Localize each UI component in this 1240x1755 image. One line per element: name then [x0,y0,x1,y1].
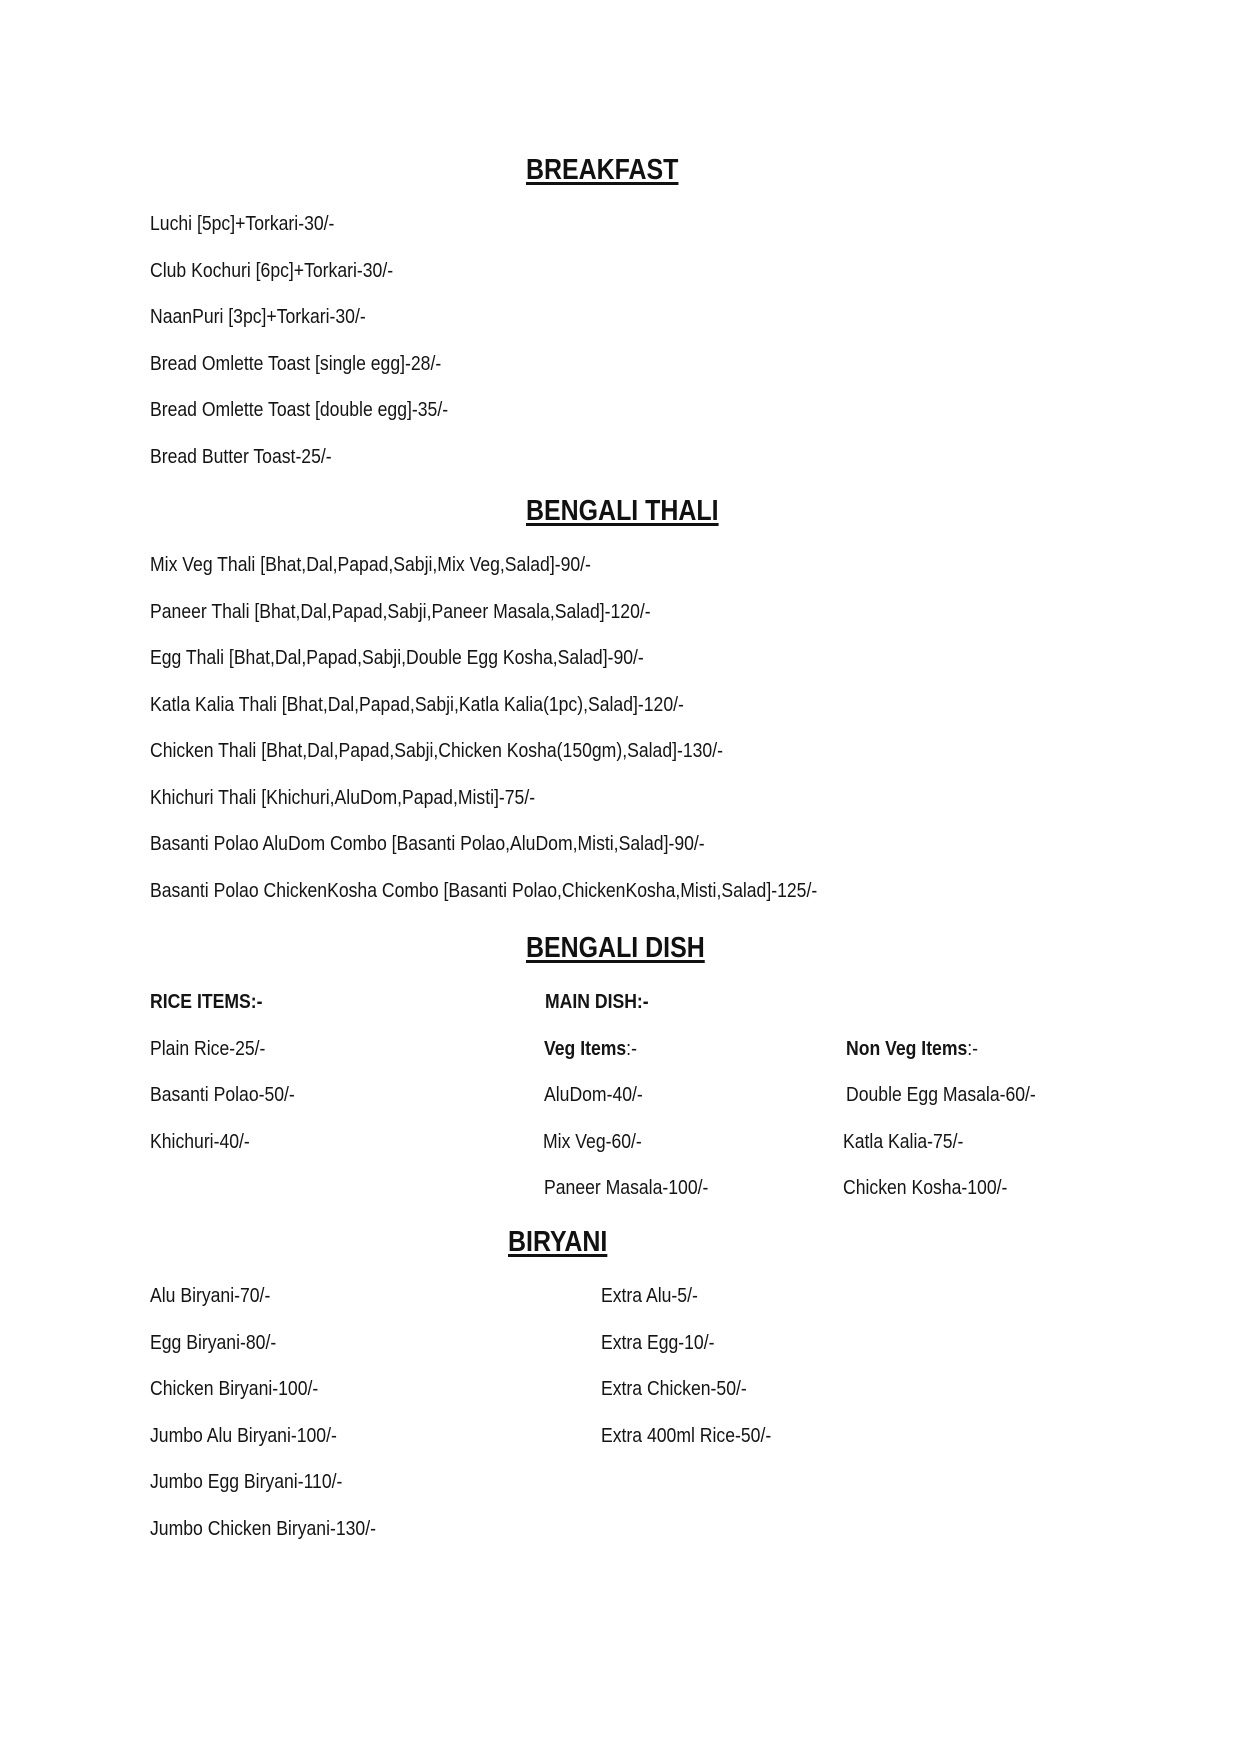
menu-item: AluDom-40/- [544,1084,643,1106]
menu-item: Extra 400ml Rice-50/- [601,1425,772,1447]
menu-item: Mix Veg-60/- [543,1131,642,1153]
menu-item: Khichuri Thali [Khichuri,AluDom,Papad,Misti]-75/- [150,787,536,809]
menu-item: Katla Kalia-75/- [843,1131,964,1153]
veg-items-label-suffix: :- [626,1038,637,1060]
menu-item: Paneer Thali [Bhat,Dal,Papad,Sabji,Paneer Masala,Salad]-120/- [150,601,651,623]
menu-item: Jumbo Egg Biryani-110/- [150,1471,343,1493]
section-title-biryani: BIRYANI [508,1226,608,1258]
section-title-breakfast: BREAKFAST [526,154,679,186]
menu-item: Bread Omlette Toast [single egg]-28/- [150,353,442,375]
menu-item: Basanti Polao ChickenKosha Combo [Basanti Polao,ChickenKosha,Misti,Salad]-125/- [150,880,818,902]
menu-item: Chicken Thali [Bhat,Dal,Papad,Sabji,Chicken Kosha(150gm),Salad]-130/- [150,740,723,762]
main-dish-label: MAIN DISH:- [545,991,649,1013]
menu-item: Katla Kalia Thali [Bhat,Dal,Papad,Sabji,Katla Kalia(1pc),Salad]-120/- [150,694,684,716]
menu-item: Extra Alu-5/- [601,1285,698,1307]
non-veg-items-label-suffix: :- [967,1038,979,1060]
veg-items-label-text: Veg Items [544,1038,627,1060]
menu-item: Extra Chicken-50/- [601,1378,747,1400]
non-veg-items-label-text: Non Veg Items [846,1038,968,1060]
menu-item: Egg Thali [Bhat,Dal,Papad,Sabji,Double Egg Kosha,Salad]-90/- [150,647,644,669]
non-veg-items-label [846,1037,978,1061]
menu-item: Mix Veg Thali [Bhat,Dal,Papad,Sabji,Mix Veg,Salad]-90/- [150,554,591,576]
menu-item: Chicken Biryani-100/- [150,1378,319,1400]
menu-item: Plain Rice-25/- [150,1038,266,1060]
menu-item: Bread Butter Toast-25/- [150,446,332,468]
section-title-bengali-dish: BENGALI DISH [526,932,705,964]
menu-item: NaanPuri [3pc]+Torkari-30/- [150,306,366,328]
menu-item: Khichuri-40/- [150,1131,250,1153]
menu-item: Luchi [5pc]+Torkari-30/- [150,213,335,235]
menu-item: Club Kochuri [6pc]+Torkari-30/- [150,260,394,282]
menu-item: Basanti Polao AluDom Combo [Basanti Polao,AluDom,Misti,Salad]-90/- [150,833,705,855]
menu-item: Double Egg Masala-60/- [846,1084,1036,1106]
menu-item: Jumbo Chicken Biryani-130/- [150,1518,376,1540]
section-title-bengali-thali: BENGALI THALI [526,495,719,527]
menu-item: Bread Omlette Toast [double egg]-35/- [150,399,449,421]
menu-item: Extra Egg-10/- [601,1332,715,1354]
menu-item: Egg Biryani-80/- [150,1332,277,1354]
veg-items-label [544,1037,637,1061]
menu-item: Paneer Masala-100/- [544,1177,709,1199]
menu-item: Jumbo Alu Biryani-100/- [150,1425,337,1447]
menu-item: Basanti Polao-50/- [150,1084,295,1106]
menu-item: Chicken Kosha-100/- [843,1177,1008,1199]
rice-items-label: RICE ITEMS:- [150,991,263,1013]
menu-item: Alu Biryani-70/- [150,1285,271,1307]
